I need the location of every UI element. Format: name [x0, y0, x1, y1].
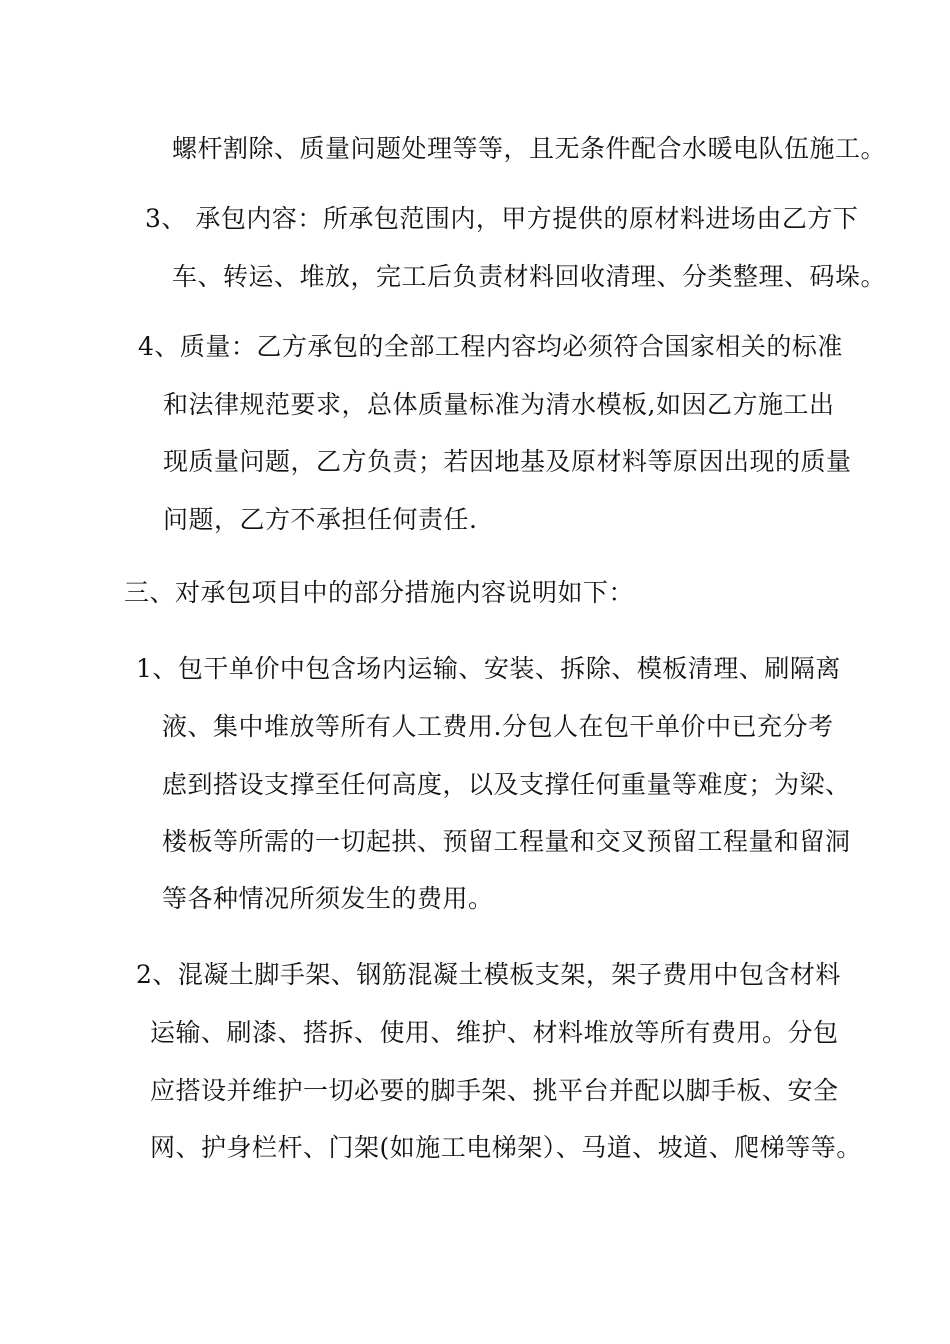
text-line: 楼板等所需的一切起拱、预留工程量和交叉预留工程量和留洞: [162, 827, 851, 856]
text-line: 网、护身栏杆、门架(如施工电梯架）、马道、坡道、爬梯等等。: [150, 1133, 862, 1162]
text-line: 2、混凝土脚手架、钢筋混凝土模板支架，架子费用中包含材料: [136, 960, 841, 989]
text-line: 液、集中堆放等所有人工费用.分包人在包干单价中已充分考: [162, 712, 834, 741]
text-line: 运输、刷漆、搭拆、使用、维护、材料堆放等所有费用。分包: [150, 1018, 839, 1047]
text-line: 和法律规范要求，总体质量标准为清水模板,如因乙方施工出: [163, 390, 835, 419]
text-line: 3、 承包内容：所承包范围内，甲方提供的原材料进场由乙方下: [145, 204, 859, 233]
text-line: 虑到搭设支撑至任何高度，以及支撑任何重量等难度；为梁、: [162, 770, 851, 799]
text-line: 现质量问题，乙方负责；若因地基及原材料等原因出现的质量: [163, 447, 852, 476]
text-line: 1、包干单价中包含场内运输、安装、拆除、模板清理、刷隔离: [136, 654, 841, 683]
section-heading: 三、对承包项目中的部分措施内容说明如下：: [124, 578, 635, 607]
text-line: 4、质量：乙方承包的全部工程内容均必须符合国家相关的标准: [138, 332, 843, 361]
text-line: 应搭设并维护一切必要的脚手架、挑平台并配以脚手板、安全: [150, 1076, 839, 1105]
text-line: 车、转运、堆放，完工后负责材料回收清理、分类整理、码垛。: [172, 262, 887, 291]
text-line: 等各种情况所须发生的费用。: [162, 884, 494, 913]
text-line: 螺杆割除、质量问题处理等等，且无条件配合水暖电队伍施工。: [172, 134, 887, 163]
text-line: 问题，乙方不承担任何责任.: [163, 505, 478, 534]
